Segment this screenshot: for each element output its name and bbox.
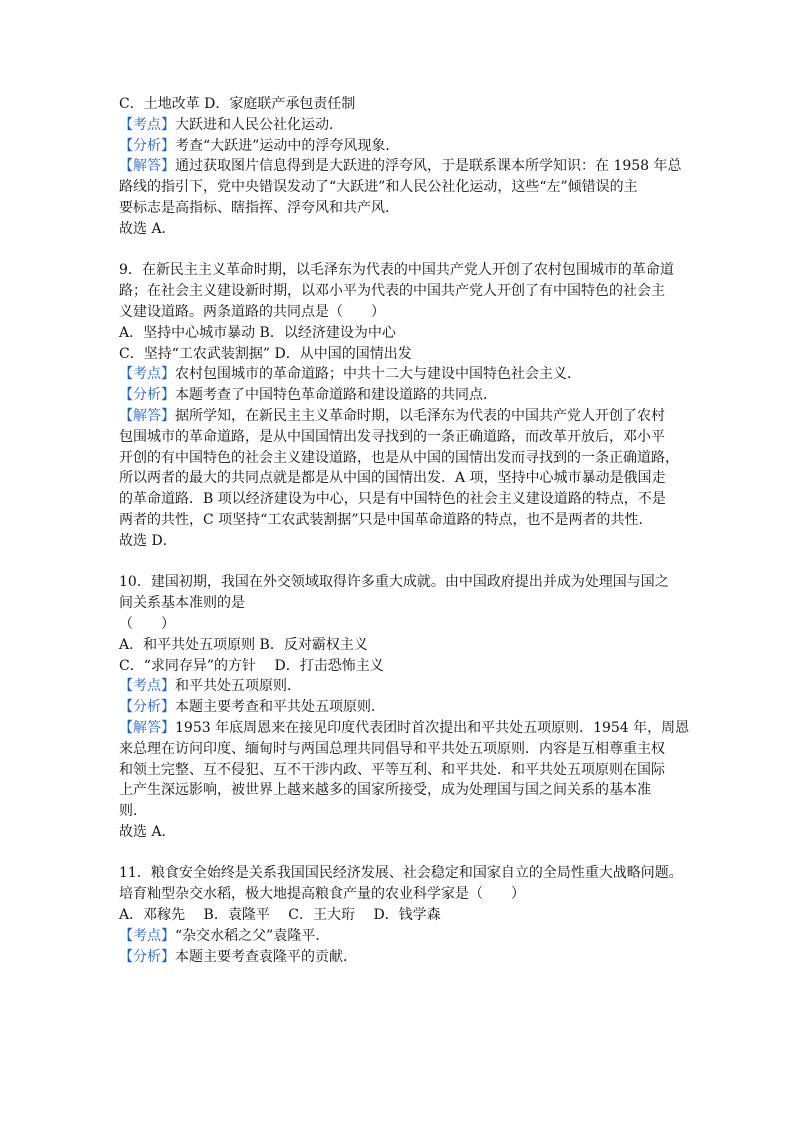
- fenxi-tag: 【分析】: [119, 948, 175, 965]
- q10-kaodian: [119, 676, 679, 697]
- kaodian-tag: 【考点】: [119, 366, 175, 383]
- spacer: [119, 240, 679, 261]
- spacer: [119, 552, 679, 573]
- q9-fenxi: [119, 385, 679, 406]
- kaodian-text: 大跃进和人民公社化运动．: [175, 116, 343, 133]
- q10-jieda: [119, 718, 690, 739]
- kaodian-text: “杂交水稻之父”袁隆平．: [175, 927, 330, 944]
- q10-stem-line: 间关系基本准则的是: [119, 595, 245, 612]
- q9-kaodian: [119, 364, 679, 385]
- q11-stem-line: 11．粮食安全始终是关系我国国民经济发展、社会稳定和国家自立的全局性重大战略问题。: [119, 865, 683, 882]
- kaodian-tag: 【考点】: [119, 678, 175, 695]
- q8-answer: 故选 A．: [119, 220, 176, 237]
- q10-jieda-line: 上产生深远影响，被世界上越来越多的国家所接受，成为处理国与国之间关系的基本准: [119, 782, 651, 799]
- q10-stem-line: 10．建国初期，我国在外交领域取得许多重大成就。由中国政府提出并成为处理国与国之: [119, 574, 669, 591]
- fenxi-tag: 【分析】: [119, 387, 175, 404]
- q9-jieda-line: 开创的有中国特色的社会主义建设道路，也是从中国的国情出发而寻找到的一条正确道路，: [119, 449, 679, 466]
- q9-jieda-line: 两者的共性，C 项坚持“工农武装割据”只是中国革命道路的特点，也不是两者的共性．: [119, 511, 653, 528]
- document-page: [119, 94, 690, 967]
- fenxi-tag: 【分析】: [119, 137, 175, 154]
- q10-option-line: A．和平共处五项原则 B．反对霸权主义: [119, 636, 368, 653]
- q9-jieda: [119, 406, 679, 427]
- fenxi-text: 考查“大跃进”运动中的浮夸风现象．: [175, 137, 400, 154]
- q8-jieda-line: 路线的指引下，党中央错误发动了“大跃进”和人民公社化运动，这些“左”倾错误的主: [119, 179, 638, 196]
- q10-jieda-line: 和领土完整、互不侵犯、互不干涉内政、平等互利、和平共处．和平共处五项原则在国际: [119, 761, 665, 778]
- jieda-tag: 【解答】: [119, 158, 175, 175]
- q8-fenxi: [119, 136, 679, 157]
- q10-jieda-line: 则．: [119, 803, 147, 820]
- fenxi-text: 本题主要考查和平共处五项原则．: [175, 699, 385, 716]
- q10-stem-line: （ ）: [119, 615, 175, 632]
- q9-stem-line: 路；在社会主义建设新时期，以邓小平为代表的中国共产党人开创了有中国特色的社会主: [119, 283, 665, 300]
- q9-option-line: C．坚持“工农武装割据” D．从中国的国情出发: [119, 345, 412, 362]
- jieda-text: 据所学知，在新民主主义革命时期，以毛泽东为代表的中国共产党人开创了农村: [175, 407, 665, 424]
- kaodian-text: 农村包围城市的革命道路；中共十二大与建设中国特色社会主义．: [175, 366, 581, 383]
- q9-option-line: A．坚持中心城市暴动 B．以经济建设为中心: [119, 324, 396, 341]
- jieda-tag: 【解答】: [119, 407, 175, 424]
- q9-stem-line: 9．在新民主主义革命时期，以毛泽东为代表的中国共产党人开创了农村包围城市的革命道: [119, 262, 674, 279]
- q11-stem-line: 培育籼型杂交水稻，极大地提高粮食产量的农业科学家是（ ）: [119, 886, 525, 903]
- kaodian-text: 和平共处五项原则．: [175, 678, 301, 695]
- jieda-text: 1953 年底周恩来在接见印度代表团时首次提出和平共处五项原则．1954 年，周恩: [175, 719, 690, 736]
- q11-fenxi: [119, 947, 679, 968]
- q11-option-line: A．邓稼先 B．袁隆平 C．王大珩 D．钱学森: [119, 907, 441, 924]
- spacer: [119, 843, 679, 864]
- fenxi-text: 本题主要考查袁隆平的贡献．: [175, 948, 357, 965]
- q10-option-line: C．“求同存异”的方针 D．打击恐怖主义: [119, 657, 384, 674]
- jieda-tag: 【解答】: [119, 719, 175, 736]
- kaodian-tag: 【考点】: [119, 116, 175, 133]
- q9-stem-line: 义建设道路。两条道路的共同点是（ ）: [119, 303, 385, 320]
- q9-jieda-line: 的革命道路．B 项以经济建设为中心，只是有中国特色的社会主义建设道路的特点，不是: [119, 491, 666, 508]
- q8-jieda: [119, 156, 682, 177]
- q8-jieda-line: 要标志是高指标、瞎指挥、浮夸风和共产风．: [119, 199, 399, 216]
- q10-jieda-line: 来总理在访问印度、缅甸时与两国总理共同倡导和平共处五项原则．内容是互相尊重主权: [119, 740, 665, 757]
- q9-jieda-line: 所以两者的最大的共同点就是都是从中国的国情出发．A 项，坚持中心城市暴动是俄国走: [119, 470, 666, 487]
- q8-kaodian: [119, 115, 679, 136]
- fenxi-text: 本题考查了中国特色革命道路和建设道路的共同点．: [175, 387, 497, 404]
- kaodian-tag: 【考点】: [119, 927, 175, 944]
- q9-jieda-line: 包围城市的革命道路，是从中国国情出发寻找到的一条正确道路，而改革开放后，邓小平: [119, 428, 665, 445]
- q9-answer: 故选 D．: [119, 532, 177, 549]
- q8-option-line: C．土地改革 D．家庭联产承包责任制: [119, 96, 356, 112]
- q10-fenxi: [119, 697, 679, 718]
- q10-answer: 故选 A．: [119, 823, 176, 840]
- fenxi-tag: 【分析】: [119, 699, 175, 716]
- jieda-text: 通过获取图片信息得到是大跃进的浮夸风，于是联系课本所学知识：在 1958 年总: [175, 158, 682, 175]
- q11-kaodian: [119, 926, 679, 947]
